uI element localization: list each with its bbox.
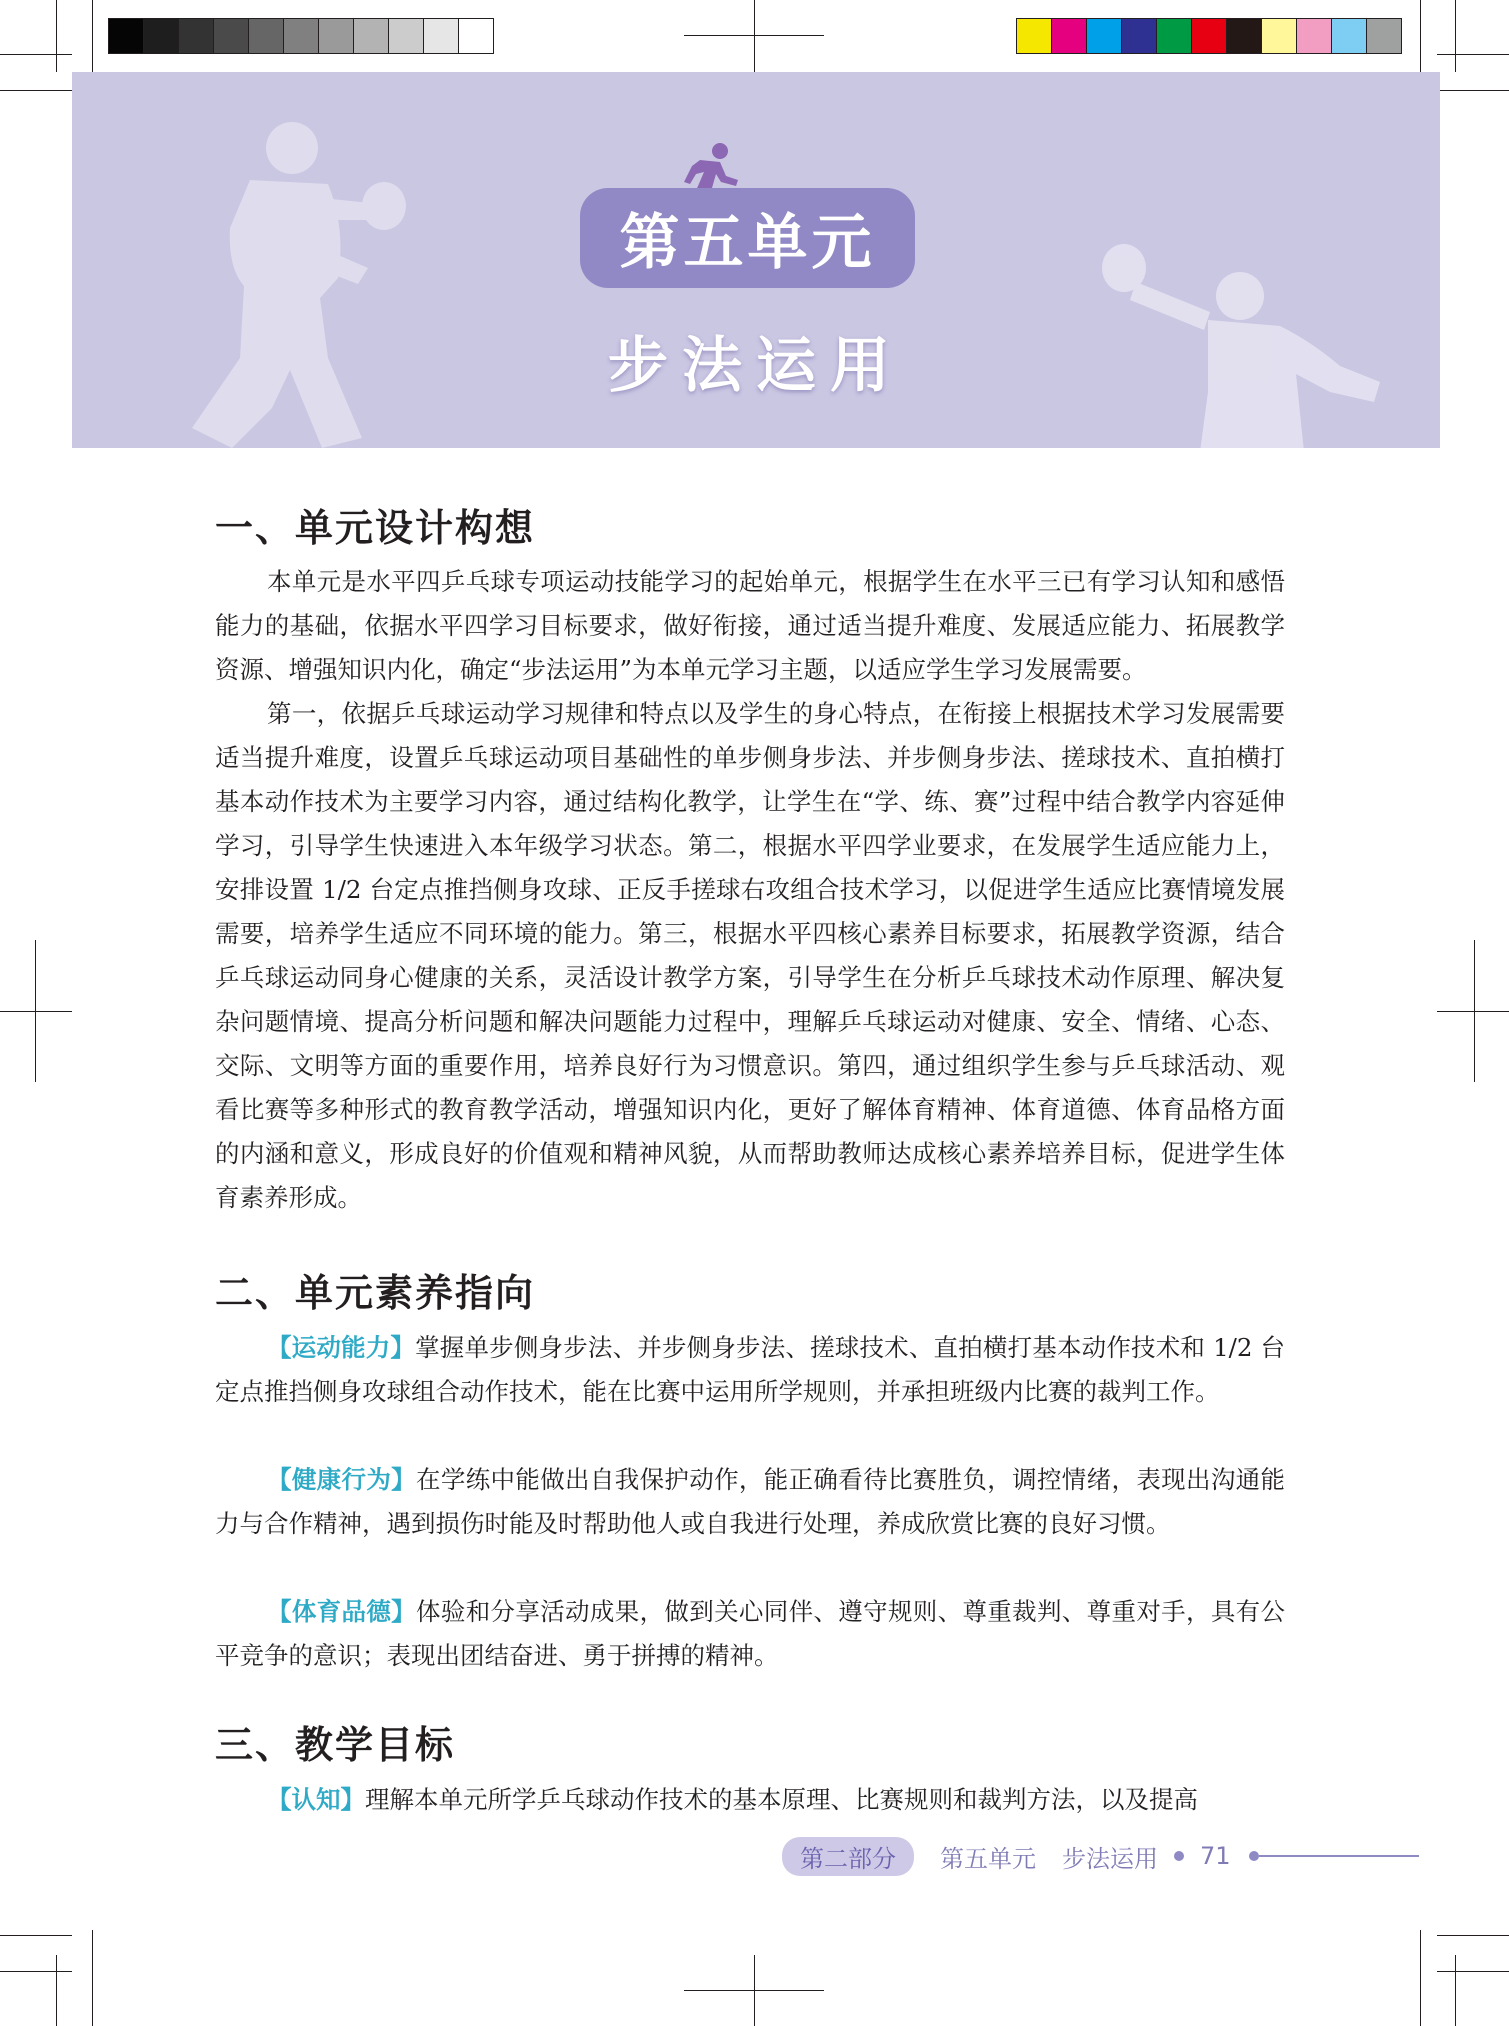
color-swatch xyxy=(179,19,214,53)
footer-dot-icon xyxy=(1174,1851,1184,1861)
page-footer xyxy=(782,1838,1419,1874)
color-swatch xyxy=(1297,19,1332,53)
unit-title: 步法运用 xyxy=(608,331,904,401)
color-swatch xyxy=(1192,19,1227,53)
color-swatch xyxy=(424,19,459,53)
color-swatch xyxy=(1157,19,1192,53)
color-swatch xyxy=(319,19,354,53)
unit-label: 第五单元 xyxy=(619,208,876,278)
color-swatch xyxy=(389,19,424,53)
page-number: 71 xyxy=(1200,1842,1231,1870)
text-motor-ability: 掌握单步侧身步法、并步侧身步法、搓球技术、直拍横打基本动作技术和 1/2 台定点推挡侧身攻球组合动作技术，能在比赛中运用所学规则，并承担班级内比赛的裁判工作。 xyxy=(215,1333,1285,1406)
section-heading-design: 一、单元设计构想 xyxy=(215,505,536,550)
tag-health-behavior: 【健康行为】 xyxy=(267,1465,417,1494)
section-heading-literacy: 二、单元素养指向 xyxy=(215,1270,536,1315)
literacy-item-motor-ability xyxy=(215,1326,1285,1414)
design-paragraph-2: 第一，依据乒乓球运动学习规律和特点以及学生的身心特点，在衔接上根据技术学习发展需要适当提升难度，设置乒乓球运动项目基础性的单步侧身步法、并步侧身步法、搓球技术、直拍横打基本动作技术为主要学习内容，通过结构化教学，让学生在“学、练、赛”过程中结合教学内容延伸学习，引导学生快速进入本年级学习状态。第二，根据水平四学业要求，在发展学生适应能力上，安排设置 1/2 台定点推挡侧身攻球、正反手搓球右攻组合技术学习，以促进学生适应比赛情境发展需要，培养学生适应不同环境的能力。第三，根据水平四核心素养目标要求，拓展教学资源，结合乒乓球运动同身心健康的关系，灵活设计教学方案，引导学生在分析乒乓球技术动作原理、解决复杂问题情境、提高分析问题和解决问题能力过程中，理解乒乓球运动对健康、安全、情绪、心态、交际、文明等方面的重要作用，培养良好行为习惯意识。第四，通过组织学生参与乒乓球活动、观看比赛等多种形式的教育教学活动，增强知识内化，更好了解体育精神、体育道德、体育品格方面的内涵和意义，形成良好的价值观和精神风貌，从而帮助教师达成核心素养培养目标，促进学生体育素养形成。 xyxy=(215,699,1285,1212)
color-swatch xyxy=(109,19,144,53)
literacy-item-health-behavior xyxy=(215,1458,1285,1546)
tag-motor-ability: 【运动能力】 xyxy=(267,1333,416,1362)
footer-part: 第二部分 xyxy=(782,1837,914,1876)
text-health-behavior: 在学练中能做出自我保护动作，能正确看待比赛胜负，调控情绪，表现出沟通能力与合作精神，遇到损伤时能及时帮助他人或自我进行处理，养成欣赏比赛的良好习惯。 xyxy=(215,1465,1286,1538)
process-color-bar xyxy=(1016,18,1402,54)
color-swatch xyxy=(354,19,389,53)
tag-cognition: 【认知】 xyxy=(267,1785,365,1814)
footer-unit: 第五单元 xyxy=(940,1844,1036,1873)
footer-dot-icon xyxy=(1249,1851,1259,1861)
design-paragraph-1: 本单元是水平四乒乓球专项运动技能学习的起始单元，根据学生在水平三已有学习认知和感悟能力的基础，依据水平四学习目标要求，做好衔接，通过适当提升难度、发展适应能力、拓展教学资源、增强知识内化，确定“步法运用”为本单元学习主题，以适应学生学习发展需要。 xyxy=(215,567,1285,684)
tag-sport-morality: 【体育品德】 xyxy=(267,1597,417,1626)
color-swatch xyxy=(1122,19,1157,53)
color-swatch xyxy=(1367,19,1401,53)
footer-rule xyxy=(1259,1855,1419,1857)
color-swatch xyxy=(1332,19,1367,53)
color-swatch xyxy=(1087,19,1122,53)
color-swatch xyxy=(249,19,284,53)
section-heading-objectives: 三、教学目标 xyxy=(215,1722,456,1767)
color-swatch xyxy=(284,19,319,53)
unit-label-pill xyxy=(580,188,915,288)
text-cognition: 理解本单元所学乒乓球动作技术的基本原理、比赛规则和裁判方法，以及提高 xyxy=(365,1785,1198,1814)
gray-color-bar xyxy=(108,18,494,54)
text-sport-morality: 体验和分享活动成果，做到关心同伴、遵守规则、尊重裁判、尊重对手，具有公平竞争的意识；表现出团结奋进、勇于拼搏的精神。 xyxy=(215,1597,1286,1670)
color-swatch xyxy=(1052,19,1087,53)
color-swatch xyxy=(144,19,179,53)
color-swatch xyxy=(459,19,493,53)
color-swatch xyxy=(1227,19,1262,53)
color-swatch xyxy=(1017,19,1052,53)
footer-title: 步法运用 xyxy=(1062,1844,1158,1873)
literacy-item-sport-morality xyxy=(215,1590,1285,1678)
color-swatch xyxy=(214,19,249,53)
color-swatch xyxy=(1262,19,1297,53)
objective-item-cognition xyxy=(215,1778,1285,1822)
